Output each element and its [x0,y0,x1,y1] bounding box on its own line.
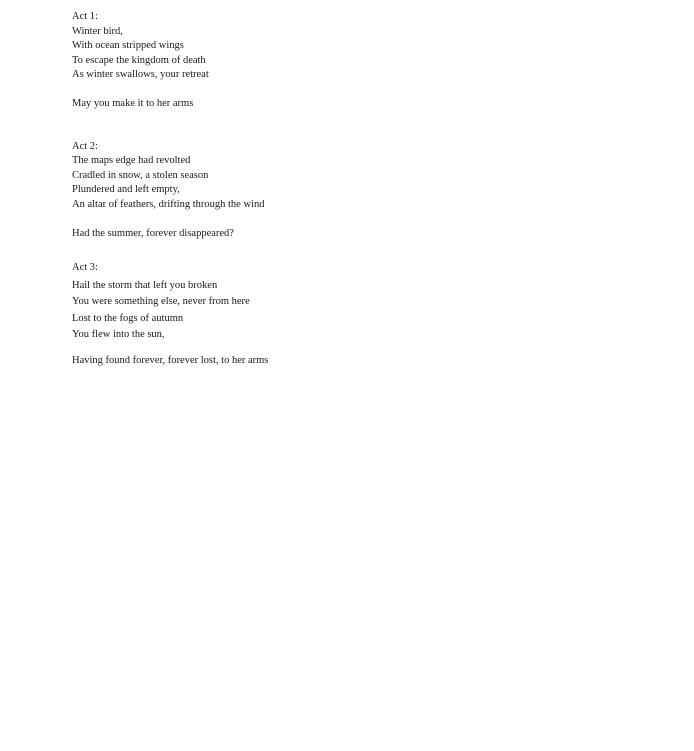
act-heading: Act 3: [72,262,98,274]
poem [72,10,632,368]
poem-line: You flew into the sun, [72,329,165,341]
act-2 [72,140,632,242]
act-coda: Having found forever, forever lost, to her arms [72,354,269,366]
poem-line: Cradled in snow, a stolen season [72,169,209,181]
act-heading: Act 1: [72,11,98,22]
act-coda: May you make it to her arms [72,97,194,109]
act-3 [72,261,632,368]
poem-line: To escape the kingdom of death [72,54,206,66]
poem-line: As winter swallows, your retreat [72,69,209,81]
poem-line: An altar of feathers, drifting through the wind [72,198,265,210]
act-coda: Had the summer, forever disappeared? [72,227,234,239]
act-1 [72,10,632,112]
poem-line: Lost to the fogs of autumn [72,312,184,324]
poem-line: You were something else, never from here [72,296,250,308]
poem-line: With ocean stripped wings [72,40,184,52]
stanza [72,154,632,212]
poem-line: The maps edge had revolted [72,155,191,167]
stanza [72,278,632,344]
stanza [72,25,632,83]
poem-line: Hail the storm that left you broken [72,279,218,291]
poem-line: Plundered and left empty, [72,184,180,196]
act-heading: Act 2: [72,140,98,152]
poem-line: Winter bird, [72,25,123,37]
